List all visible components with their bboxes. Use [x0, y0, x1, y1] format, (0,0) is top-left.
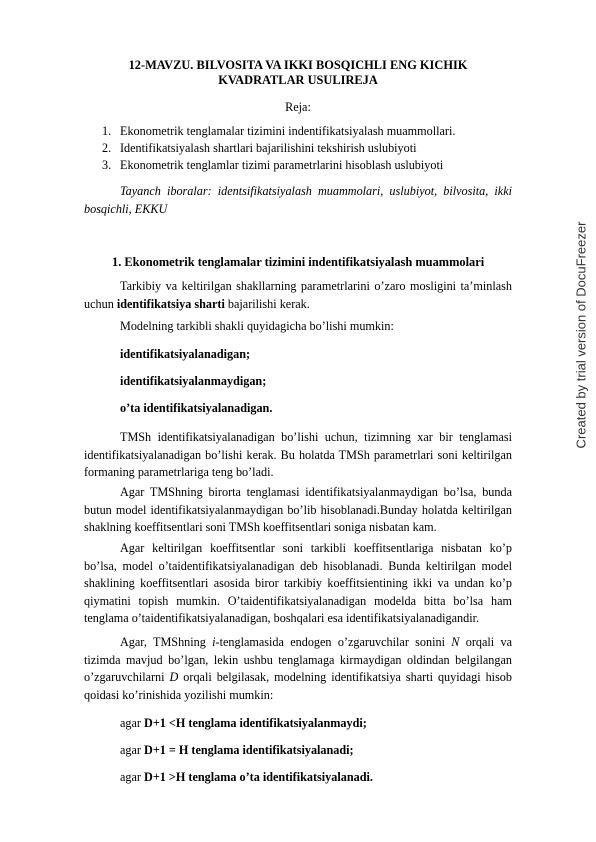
paragraph-3: TMSh identifikatsiyalanadigan bo’lishi uchun, tizimning xar bir tenglamasi identifikatsiyalanadigan bo’lishi kerak. Bu holatda TMSh parametrlari soni keltirilgan formaning parametrlariga teng bo’ladi. [84, 430, 512, 480]
keywords: Tayanch iboralar: identsifikatsiyalash muammolari, uslubiyot, bilvosita, ikki bosqichli, EKKU [84, 184, 512, 216]
paragraph-1: Tarkibiy va keltirilgan shakllarning parametrlarini o’zaro mosligini ta’minlash uchun identifikatsiya sharti bajarilishi kerak. [84, 279, 512, 311]
section-heading: 1. Ekonometrik tenglamalar tizimini indentifikatsiyalash muammolari [112, 255, 485, 269]
plan-item: 2. Identifikatsiyalash shartlari bajarilishini tekshirish uslubiyoti [102, 141, 417, 155]
page-title [84, 58, 512, 88]
form-item-2: identifikatsiyalanmaydigan; [120, 374, 267, 388]
plan-item: 3. Ekonometrik tenglamlar tizimi parametrlarini hisoblash uslubiyoti [102, 158, 444, 172]
title-line-2: KVADRATLAR USULIREJA [218, 73, 378, 87]
form-item-1: identifikatsiyalanadigan; [120, 347, 251, 361]
rule-1: agar D+1 <H tenglama identifikatsiyalanmaydi; [120, 716, 367, 730]
plan-label: Reja: [285, 100, 311, 114]
paragraph-5: Agar keltirilgan koeffitsentlar soni tarkibli koeffitsentlariga nisbatan ko’p bo’lsa, model o’taidentifikatsiyalanadigan deb hisoblanadi. Bunda keltirilgan model shaklining koeffitsentlari asosida biror tarkibiy koeffitsientining ikki va undan ko’p qiymatini topish mumkin. O’taidentifikatsiyalanadigan modelda bitta bo’lsa ham tenglama o’taidentifikatsiyalanadigan, boshqalari esa identifikatsiyalanadigandir. [84, 541, 512, 626]
rule-2: agar D+1 = H tenglama identifikatsiyalanadi; [120, 743, 354, 757]
form-item-3: o’ta identifikatsiyalanadigan. [120, 401, 273, 415]
paragraph-6: Agar, TMShning i-tenglamasida endogen o’zgaruvchilar sonini N orqali va tizimda mavjud bo’lgan, lekin ushbu tenglamaga kirmaydigan oldindan belgilangan o’zgaruvchilarni D orqali belgilasak, modelning identifikatsiya sharti quyidagi hisob qoidasi ko’rinishida yozilishi mumkin: [84, 635, 512, 702]
paragraph-4: Agar TMShning birorta tenglamasi identifikatsiyalanmaydigan bo’lsa, bunda butun model identifikatsiyalanmaydigan bo’lib hisoblanadi.Bunday holatda keltirilgan shaklning koeffitsentlari soni TMSh koeffitsentlari soniga nisbatan kam. [84, 485, 512, 535]
watermark: Created by trial version of DocuFreezer [573, 221, 589, 449]
title-line-1: 12-MAVZU. BILVOSITA VA IKKI BOSQICHLI ENG KICHIK [128, 58, 468, 72]
plan-item: 1. Ekonometrik tenglamalar tizimini indentifikatsiyalash muammollari. [102, 124, 456, 138]
plan-list [84, 123, 524, 174]
rule-3: agar D+1 >H tenglama o’ta identifikatsiyalanadi. [120, 770, 373, 784]
paragraph-2: Modelning tarkibli shakli quyidagicha bo’lishi mumkin: [120, 319, 394, 333]
